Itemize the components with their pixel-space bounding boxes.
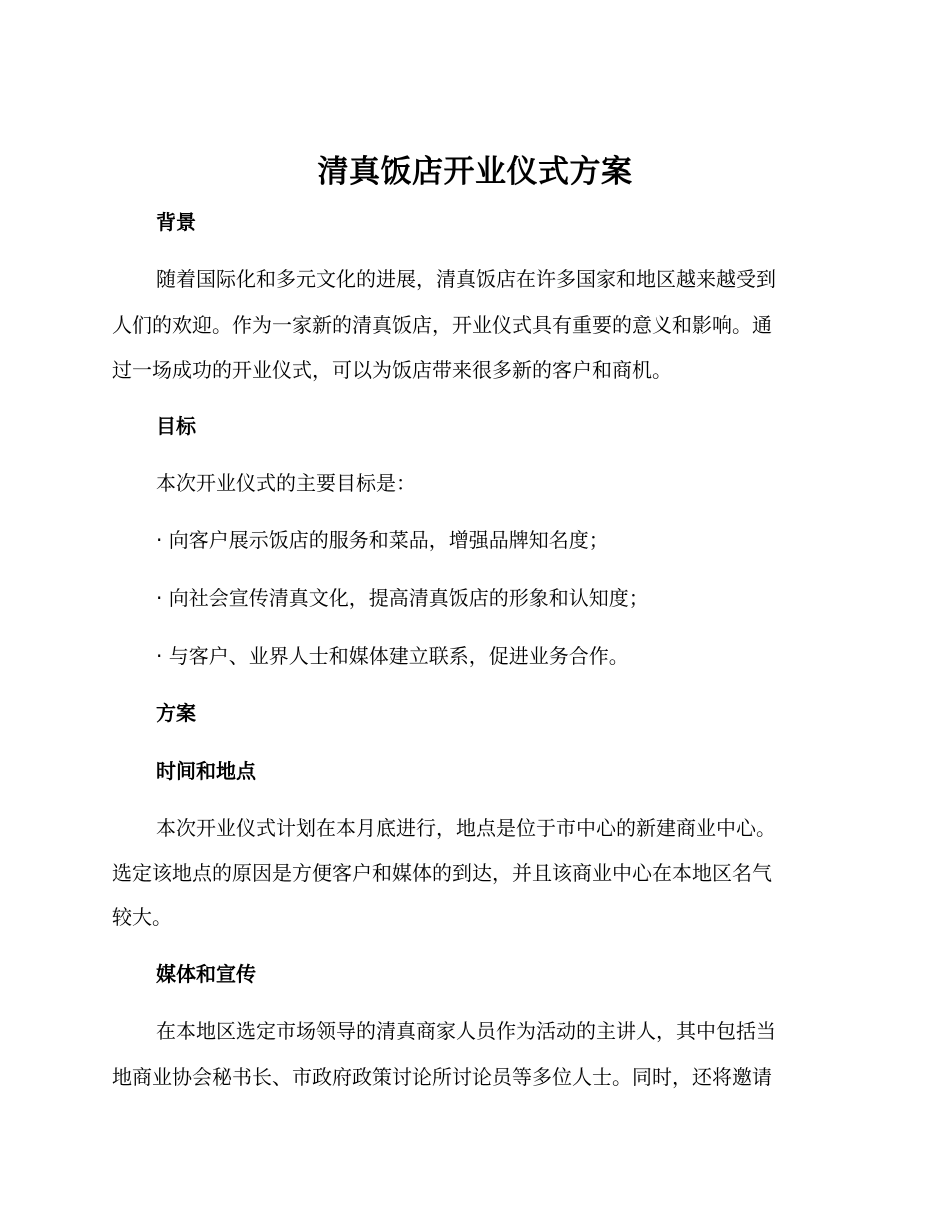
subsection-heading-media: 媒体和宣传	[156, 962, 256, 986]
paragraph-line: 本次开业仪式的主要目标是：	[156, 471, 416, 495]
paragraph-line: 人们的欢迎。作为一家新的清真饭店，开业仪式具有重要的意义和影响。通	[112, 313, 772, 337]
section-heading-background: 背景	[156, 210, 196, 234]
paragraph-line: 过一场成功的开业仪式，可以为饭店带来很多新的客户和商机。	[112, 358, 672, 382]
paragraph-line: 地商业协会秘书长、市政府政策讨论所讨论员等多位人士。同时，还将邀请	[112, 1065, 772, 1089]
paragraph-line: 本次开业仪式计划在本月底进行，地点是位于市中心的新建商业中心。	[156, 816, 776, 840]
section-heading-plan: 方案	[156, 701, 196, 725]
section-heading-goals: 目标	[156, 414, 196, 438]
paragraph-line: 随着国际化和多元文化的进展，清真饭店在许多国家和地区越来越受到	[156, 267, 776, 291]
paragraph-line: 选定该地点的原因是方便客户和媒体的到达，并且该商业中心在本地区名气	[112, 861, 772, 885]
paragraph-line: 在本地区选定市场领导的清真商家人员作为活动的主讲人，其中包括当	[156, 1019, 776, 1043]
list-item: · 与客户、业界人士和媒体建立联系，促进业务合作。	[156, 644, 629, 668]
document-title: 清真饭店开业仪式方案	[317, 154, 633, 190]
list-item: · 向社会宣传清真文化，提高清真饭店的形象和认知度；	[156, 586, 649, 610]
subsection-heading-time-place: 时间和地点	[156, 759, 256, 783]
paragraph-line: 较大。	[112, 905, 172, 929]
list-item: · 向客户展示饭店的服务和菜品，增强品牌知名度；	[156, 528, 609, 552]
